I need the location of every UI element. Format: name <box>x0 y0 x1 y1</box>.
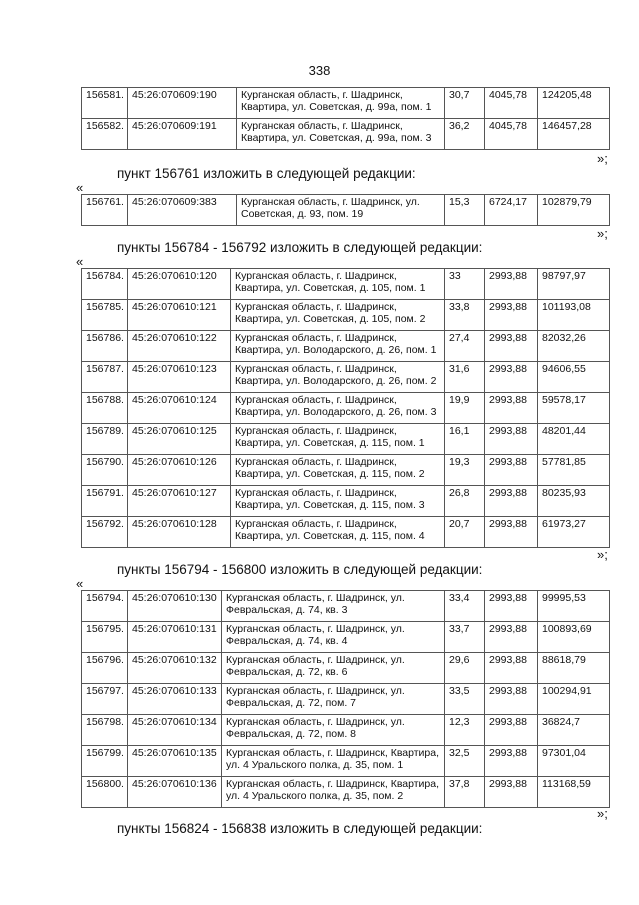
table-row <box>82 684 610 715</box>
price: 2993,88 <box>485 331 538 362</box>
value: 98797,97 <box>538 269 610 300</box>
amendment-paragraph: пункты 156784 - 156792 изложить в следующей редакции: <box>117 240 483 255</box>
value: 99995,53 <box>538 591 610 622</box>
price: 2993,88 <box>485 684 538 715</box>
table-row <box>82 331 610 362</box>
table-row <box>82 195 610 226</box>
price: 6724,17 <box>485 195 538 226</box>
row-number: 156796. <box>82 653 128 684</box>
table-row <box>82 591 610 622</box>
area: 27,4 <box>445 331 485 362</box>
cadastral-number: 45:26:070609:191 <box>128 119 237 150</box>
table-row <box>82 653 610 684</box>
value: 100893,69 <box>538 622 610 653</box>
price: 2993,88 <box>485 517 538 548</box>
cadastral-number: 45:26:070610:124 <box>128 393 231 424</box>
price: 2993,88 <box>485 424 538 455</box>
row-number: 156789. <box>82 424 128 455</box>
price: 4045,78 <box>485 88 538 119</box>
value: 94606,55 <box>538 362 610 393</box>
row-number: 156581. <box>82 88 128 119</box>
table-row <box>82 393 610 424</box>
cadastral-number: 45:26:070609:383 <box>128 195 237 226</box>
row-number: 156799. <box>82 746 128 777</box>
row-number: 156800. <box>82 777 128 808</box>
property-table-2 <box>81 194 610 226</box>
area: 12,3 <box>445 715 485 746</box>
cadastral-number: 45:26:070610:134 <box>128 715 222 746</box>
address: Курганская область, г. Шадринск, ул. Февральская, д. 72, кв. 6 <box>222 653 445 684</box>
table-row <box>82 424 610 455</box>
price: 2993,88 <box>485 591 538 622</box>
table-row <box>82 486 610 517</box>
opening-quote: « <box>76 254 84 269</box>
cadastral-number: 45:26:070610:123 <box>128 362 231 393</box>
cadastral-number: 45:26:070610:127 <box>128 486 231 517</box>
price: 2993,88 <box>485 746 538 777</box>
price: 2993,88 <box>485 269 538 300</box>
cadastral-number: 45:26:070610:135 <box>128 746 222 777</box>
property-table-3 <box>81 268 610 548</box>
closing-quote: »; <box>597 806 608 821</box>
area: 33,5 <box>445 684 485 715</box>
value: 80235,93 <box>538 486 610 517</box>
address: Курганская область, г. Шадринск, Квартира, ул. 4 Уральского полка, д. 35, пом. 2 <box>222 777 445 808</box>
address: Курганская область, г. Шадринск, Квартира, ул. 4 Уральского полка, д. 35, пом. 1 <box>222 746 445 777</box>
cadastral-number: 45:26:070610:120 <box>128 269 231 300</box>
amendment-paragraph: пункт 156761 изложить в следующей редакции: <box>117 166 416 181</box>
cadastral-number: 45:26:070610:136 <box>128 777 222 808</box>
table-row <box>82 777 610 808</box>
cadastral-number: 45:26:070610:126 <box>128 455 231 486</box>
address: Курганская область, г. Шадринск, Квартира, ул. Советская, д. 99а, пом. 1 <box>237 88 445 119</box>
table-row <box>82 300 610 331</box>
price: 2993,88 <box>485 653 538 684</box>
value: 61973,27 <box>538 517 610 548</box>
row-number: 156794. <box>82 591 128 622</box>
address: Курганская область, г. Шадринск, ул. Февральская, д. 72, пом. 7 <box>222 684 445 715</box>
cadastral-number: 45:26:070610:133 <box>128 684 222 715</box>
address: Курганская область, г. Шадринск, Квартира, ул. Володарского, д. 26, пом. 1 <box>231 331 445 362</box>
price: 2993,88 <box>485 362 538 393</box>
price: 2993,88 <box>485 300 538 331</box>
cadastral-number: 45:26:070610:130 <box>128 591 222 622</box>
value: 124205,48 <box>538 88 610 119</box>
area: 29,6 <box>445 653 485 684</box>
table-row <box>82 269 610 300</box>
address: Курганская область, г. Шадринск, ул. Февральская, д. 74, кв. 3 <box>222 591 445 622</box>
value: 97301,04 <box>538 746 610 777</box>
cadastral-number: 45:26:070610:122 <box>128 331 231 362</box>
value: 36824,7 <box>538 715 610 746</box>
value: 102879,79 <box>538 195 610 226</box>
value: 101193,08 <box>538 300 610 331</box>
area: 16,1 <box>445 424 485 455</box>
address: Курганская область, г. Шадринск, Квартира, ул. Советская, д. 105, пом. 1 <box>231 269 445 300</box>
row-number: 156785. <box>82 300 128 331</box>
address: Курганская область, г. Шадринск, ул. Советская, д. 93, пом. 19 <box>237 195 445 226</box>
address: Курганская область, г. Шадринск, Квартира, ул. Советская, д. 99а, пом. 3 <box>237 119 445 150</box>
value: 113168,59 <box>538 777 610 808</box>
price: 2993,88 <box>485 455 538 486</box>
address: Курганская область, г. Шадринск, Квартира, ул. Володарского, д. 26, пом. 2 <box>231 362 445 393</box>
value: 48201,44 <box>538 424 610 455</box>
row-number: 156792. <box>82 517 128 548</box>
table-row <box>82 455 610 486</box>
area: 20,7 <box>445 517 485 548</box>
area: 37,8 <box>445 777 485 808</box>
row-number: 156788. <box>82 393 128 424</box>
area: 33,8 <box>445 300 485 331</box>
price: 2993,88 <box>485 486 538 517</box>
address: Курганская область, г. Шадринск, Квартира, ул. Советская, д. 115, пом. 4 <box>231 517 445 548</box>
address: Курганская область, г. Шадринск, ул. Февральская, д. 72, пом. 8 <box>222 715 445 746</box>
property-table-1 <box>81 87 610 150</box>
table-row <box>82 119 610 150</box>
table-row <box>82 746 610 777</box>
table-row <box>82 715 610 746</box>
area: 19,3 <box>445 455 485 486</box>
amendment-paragraph: пункты 156794 - 156800 изложить в следующей редакции: <box>117 562 483 577</box>
area: 31,6 <box>445 362 485 393</box>
address: Курганская область, г. Шадринск, Квартира, ул. Советская, д. 115, пом. 2 <box>231 455 445 486</box>
value: 57781,85 <box>538 455 610 486</box>
address: Курганская область, г. Шадринск, ул. Февральская, д. 74, кв. 4 <box>222 622 445 653</box>
value: 146457,28 <box>538 119 610 150</box>
value: 82032,26 <box>538 331 610 362</box>
cadastral-number: 45:26:070610:128 <box>128 517 231 548</box>
price: 2993,88 <box>485 777 538 808</box>
table-row <box>82 88 610 119</box>
row-number: 156797. <box>82 684 128 715</box>
cadastral-number: 45:26:070610:131 <box>128 622 222 653</box>
area: 33 <box>445 269 485 300</box>
value: 100294,91 <box>538 684 610 715</box>
closing-quote: »; <box>597 547 608 562</box>
address: Курганская область, г. Шадринск, Квартира, ул. Советская, д. 115, пом. 1 <box>231 424 445 455</box>
area: 15,3 <box>445 195 485 226</box>
cadastral-number: 45:26:070610:132 <box>128 653 222 684</box>
amendment-paragraph: пункты 156824 - 156838 изложить в следующей редакции: <box>117 821 483 836</box>
row-number: 156795. <box>82 622 128 653</box>
table-row <box>82 517 610 548</box>
closing-quote: »; <box>597 226 608 241</box>
row-number: 156798. <box>82 715 128 746</box>
cadastral-number: 45:26:070610:121 <box>128 300 231 331</box>
table-row <box>82 622 610 653</box>
area: 30,7 <box>445 88 485 119</box>
area: 36,2 <box>445 119 485 150</box>
address: Курганская область, г. Шадринск, Квартира, ул. Советская, д. 115, пом. 3 <box>231 486 445 517</box>
row-number: 156784. <box>82 269 128 300</box>
cadastral-number: 45:26:070609:190 <box>128 88 237 119</box>
table-row <box>82 362 610 393</box>
row-number: 156786. <box>82 331 128 362</box>
row-number: 156761. <box>82 195 128 226</box>
closing-quote: »; <box>597 151 608 166</box>
area: 32,5 <box>445 746 485 777</box>
row-number: 156790. <box>82 455 128 486</box>
row-number: 156582. <box>82 119 128 150</box>
area: 33,7 <box>445 622 485 653</box>
opening-quote: « <box>76 180 84 195</box>
price: 2993,88 <box>485 715 538 746</box>
page-number: 338 <box>308 63 331 78</box>
price: 4045,78 <box>485 119 538 150</box>
opening-quote: « <box>76 576 84 591</box>
row-number: 156791. <box>82 486 128 517</box>
address: Курганская область, г. Шадринск, Квартира, ул. Володарского, д. 26, пом. 3 <box>231 393 445 424</box>
area: 33,4 <box>445 591 485 622</box>
price: 2993,88 <box>485 393 538 424</box>
address: Курганская область, г. Шадринск, Квартира, ул. Советская, д. 105, пом. 2 <box>231 300 445 331</box>
row-number: 156787. <box>82 362 128 393</box>
property-table-4 <box>81 590 610 808</box>
area: 19,9 <box>445 393 485 424</box>
cadastral-number: 45:26:070610:125 <box>128 424 231 455</box>
area: 26,8 <box>445 486 485 517</box>
price: 2993,88 <box>485 622 538 653</box>
value: 59578,17 <box>538 393 610 424</box>
value: 88618,79 <box>538 653 610 684</box>
